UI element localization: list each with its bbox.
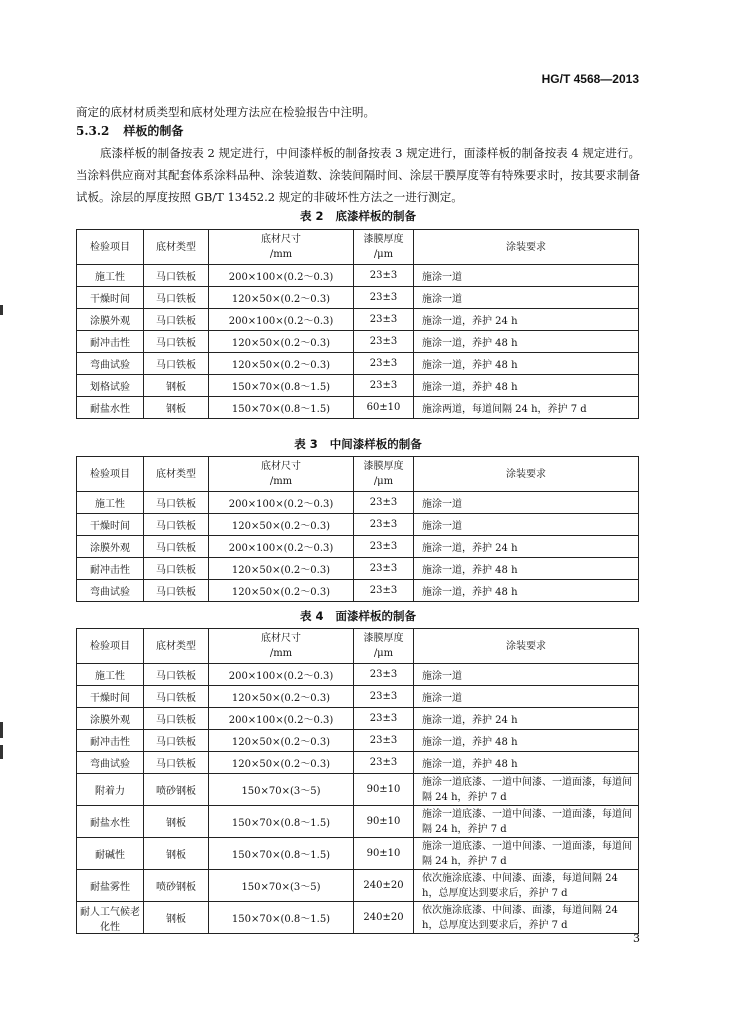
cell-substrate: 马口铁板 [144,536,209,558]
cell-requirement: 施涂一道，养护 48 h [414,375,639,397]
cell-substrate: 钢板 [144,838,209,870]
cell-requirement: 施涂一道，养护 48 h [414,580,639,602]
table-row [77,708,639,730]
col-size-unit: /mm [269,648,293,659]
cell-requirement: 施涂一道 [414,664,639,686]
cell-substrate: 马口铁板 [144,730,209,752]
cell-requirement: 施涂一道 [414,265,639,287]
col-thickness-label: 漆膜厚度 [363,461,404,472]
cell-item: 弯曲试验 [77,580,144,602]
cell-requirement: 施涂一道 [414,686,639,708]
cell-item: 涂膜外观 [77,309,144,331]
cell-substrate: 钢板 [144,806,209,838]
col-size-unit: /mm [269,476,293,487]
cell-size: 120×50×(0.2～0.3) [209,558,354,580]
cell-size: 120×50×(0.2～0.3) [209,580,354,602]
cell-thickness: 23±3 [354,309,414,331]
cell-substrate: 马口铁板 [144,558,209,580]
col-size-header [209,457,354,492]
cell-requirement: 施涂一道，养护 48 h [414,353,639,375]
cell-size: 150×70×(0.8～1.5) [209,375,354,397]
col-thickness-unit: /μm [373,648,394,659]
cell-size: 200×100×(0.2～0.3) [209,492,354,514]
cell-size: 200×100×(0.2～0.3) [209,536,354,558]
cell-item: 弯曲试验 [77,752,144,774]
cell-thickness: 60±10 [354,397,414,419]
table-row [77,838,639,870]
intro-paragraph: 商定的底材材质类型和底材处理方法应在检验报告中注明。 [76,105,375,119]
col-thickness-header [354,457,414,492]
section-title: 样板的制备 [123,124,184,138]
table-row [77,397,639,419]
cell-size: 120×50×(0.2～0.3) [209,331,354,353]
cell-requirement: 施涂一道，养护 24 h [414,536,639,558]
cell-size: 200×100×(0.2～0.3) [209,708,354,730]
table-row [77,806,639,838]
table-row [77,870,639,902]
cell-thickness: 23±3 [354,536,414,558]
table3-caption [76,436,640,452]
cell-item: 耐碱性 [77,838,144,870]
cell-requirement: 施涂一道 [414,287,639,309]
table-row [77,558,639,580]
cell-thickness: 23±3 [354,353,414,375]
cell-requirement: 施涂一道，养护 48 h [414,558,639,580]
table-row [77,375,639,397]
cell-thickness: 23±3 [354,514,414,536]
col-substrate-header: 底材类型 [144,230,209,265]
cell-item: 弯曲试验 [77,353,144,375]
table3 [76,456,639,602]
cell-substrate: 马口铁板 [144,514,209,536]
section-body: 底漆样板的制备按表 2 规定进行，中间漆样板的制备按表 3 规定进行，面漆样板的制备按表 4 规定进行。当涂料供应商对其配套体系涂料品种、涂装道数、涂装间隔时间、涂层干膜厚度等有特殊要求时，按其要求制备试板。涂层的厚度按照 GB/T 13452.2 规定的非破坏性方法之一进行测定。 [76,146,640,204]
cell-item: 划格试验 [77,375,144,397]
cell-size: 150×70×(0.8～1.5) [209,397,354,419]
col-requirement-header: 涂装要求 [414,457,639,492]
cell-thickness: 23±3 [354,708,414,730]
cell-size: 150×70×(3～5) [209,774,354,806]
page-number: 3 [633,932,640,945]
cell-size: 150×70×(3～5) [209,870,354,902]
section-number: 5.3.2 [76,124,110,138]
cell-item: 施工性 [77,492,144,514]
col-thickness-unit: /μm [373,476,394,487]
cell-size: 200×100×(0.2～0.3) [209,265,354,287]
cell-item: 耐盐水性 [77,806,144,838]
table-row [77,730,639,752]
table2-caption [76,208,640,224]
cell-thickness: 240±20 [354,870,414,902]
cell-requirement: 施涂一道，养护 48 h [414,730,639,752]
col-substrate-header: 底材类型 [144,457,209,492]
cell-substrate: 马口铁板 [144,309,209,331]
cell-size: 120×50×(0.2～0.3) [209,752,354,774]
col-item-header: 检验项目 [77,457,144,492]
table-row [77,309,639,331]
cell-thickness: 23±3 [354,558,414,580]
table-row [77,287,639,309]
cell-size: 120×50×(0.2～0.3) [209,686,354,708]
cell-substrate: 马口铁板 [144,492,209,514]
cell-substrate: 马口铁板 [144,664,209,686]
header-row [77,629,639,664]
table-row [77,752,639,774]
table-row [77,265,639,287]
cell-item: 施工性 [77,664,144,686]
cell-thickness: 23±3 [354,730,414,752]
table-row [77,514,639,536]
cell-thickness: 23±3 [354,752,414,774]
cell-item: 耐人工气候老化性 [77,902,144,934]
cell-size: 150×70×(0.8～1.5) [209,902,354,934]
table3-number: 表 3 [294,437,318,451]
cell-thickness: 23±3 [354,686,414,708]
cell-size: 200×100×(0.2～0.3) [209,664,354,686]
cell-item: 附着力 [77,774,144,806]
cell-requirement: 施涂一道底漆、一道中间漆、一道面漆，每道间隔 24 h，养护 7 d [414,806,639,838]
table4 [76,628,639,934]
col-size-header [209,629,354,664]
cell-size: 120×50×(0.2～0.3) [209,353,354,375]
cell-requirement: 施涂一道底漆、一道中间漆、一道面漆，每道间隔 24 h，养护 7 d [414,838,639,870]
col-size-label: 底材尺寸 [261,234,301,245]
cell-item: 耐盐雾性 [77,870,144,902]
cell-substrate: 马口铁板 [144,580,209,602]
table-row [77,686,639,708]
cell-substrate: 马口铁板 [144,353,209,375]
cell-thickness: 23±3 [354,331,414,353]
table-row [77,353,639,375]
cell-thickness: 23±3 [354,265,414,287]
cell-thickness: 23±3 [354,492,414,514]
cell-substrate: 马口铁板 [144,287,209,309]
cell-item: 涂膜外观 [77,708,144,730]
cell-substrate: 喷砂钢板 [144,870,209,902]
col-substrate-header: 底材类型 [144,629,209,664]
cell-thickness: 23±3 [354,287,414,309]
header-row [77,457,639,492]
col-size-unit: /mm [269,249,293,260]
cell-item: 干燥时间 [77,287,144,309]
cell-size: 150×70×(0.8～1.5) [209,806,354,838]
cell-size: 120×50×(0.2～0.3) [209,287,354,309]
table2 [76,229,639,419]
cell-item: 涂膜外观 [77,536,144,558]
cell-size: 120×50×(0.2～0.3) [209,514,354,536]
standard-code: HG/T 4568—2013 [541,72,639,86]
cell-requirement: 依次施涂底漆、中间漆、面漆，每道间隔 24 h，总厚度达到要求后，养护 7 d [414,902,639,934]
col-size-label: 底材尺寸 [261,461,301,472]
cell-substrate: 钢板 [144,397,209,419]
cell-thickness: 240±20 [354,902,414,934]
col-size-label: 底材尺寸 [261,633,301,644]
table3-title: 中间漆样板的制备 [329,437,422,451]
col-thickness-label: 漆膜厚度 [363,234,404,245]
col-size-header [209,230,354,265]
cell-substrate: 马口铁板 [144,686,209,708]
table-row [77,774,639,806]
cell-item: 耐冲击性 [77,331,144,353]
cell-thickness: 23±3 [354,375,414,397]
table4-number: 表 4 [299,609,324,623]
cell-thickness: 23±3 [354,664,414,686]
cell-size: 200×100×(0.2～0.3) [209,309,354,331]
header-row [77,230,639,265]
cell-substrate: 马口铁板 [144,708,209,730]
table2-number: 表 2 [299,209,324,223]
cell-requirement: 施涂一道底漆、一道中间漆、一道面漆，每道间隔 24 h，养护 7 d [414,774,639,806]
col-requirement-header: 涂装要求 [414,629,639,664]
table-row [77,492,639,514]
cell-substrate: 钢板 [144,902,209,934]
cell-requirement: 施涂一道，养护 24 h [414,708,639,730]
cell-thickness: 90±10 [354,838,414,870]
cell-item: 耐冲击性 [77,730,144,752]
table-row [77,331,639,353]
table4-caption [76,608,640,624]
cell-thickness: 90±10 [354,806,414,838]
cell-requirement: 依次施涂底漆、中间漆、面漆，每道间隔 24 h，总厚度达到要求后，养护 7 d [414,870,639,902]
col-thickness-unit: /μm [373,249,394,260]
cell-substrate: 喷砂钢板 [144,774,209,806]
col-thickness-header [354,629,414,664]
col-item-header: 检验项目 [77,230,144,265]
col-item-header: 检验项目 [77,629,144,664]
cell-item: 耐盐水性 [77,397,144,419]
cell-requirement: 施涂一道 [414,514,639,536]
cell-requirement: 施涂一道 [414,492,639,514]
cell-size: 120×50×(0.2～0.3) [209,730,354,752]
cell-item: 耐冲击性 [77,558,144,580]
table-row [77,902,639,934]
cell-thickness: 23±3 [354,580,414,602]
cell-substrate: 马口铁板 [144,752,209,774]
table-row [77,664,639,686]
cell-thickness: 90±10 [354,774,414,806]
scan-edge-mark [0,745,3,759]
table-row [77,580,639,602]
cell-requirement: 施涂一道，养护 48 h [414,752,639,774]
section-heading [76,122,183,139]
cell-requirement: 施涂两道，每道间隔 24 h，养护 7 d [414,397,639,419]
col-thickness-label: 漆膜厚度 [363,633,404,644]
cell-substrate: 马口铁板 [144,265,209,287]
table4-title: 面漆样板的制备 [335,609,416,623]
col-thickness-header [354,230,414,265]
cell-item: 干燥时间 [77,514,144,536]
table-row [77,536,639,558]
cell-item: 干燥时间 [77,686,144,708]
cell-item: 施工性 [77,265,144,287]
cell-substrate: 钢板 [144,375,209,397]
table2-title: 底漆样板的制备 [335,209,416,223]
cell-requirement: 施涂一道，养护 24 h [414,309,639,331]
cell-substrate: 马口铁板 [144,331,209,353]
cell-requirement: 施涂一道，养护 48 h [414,331,639,353]
scan-edge-mark [0,722,3,738]
scan-edge-mark [0,305,3,315]
cell-size: 150×70×(0.8～1.5) [209,838,354,870]
col-requirement-header: 涂装要求 [414,230,639,265]
